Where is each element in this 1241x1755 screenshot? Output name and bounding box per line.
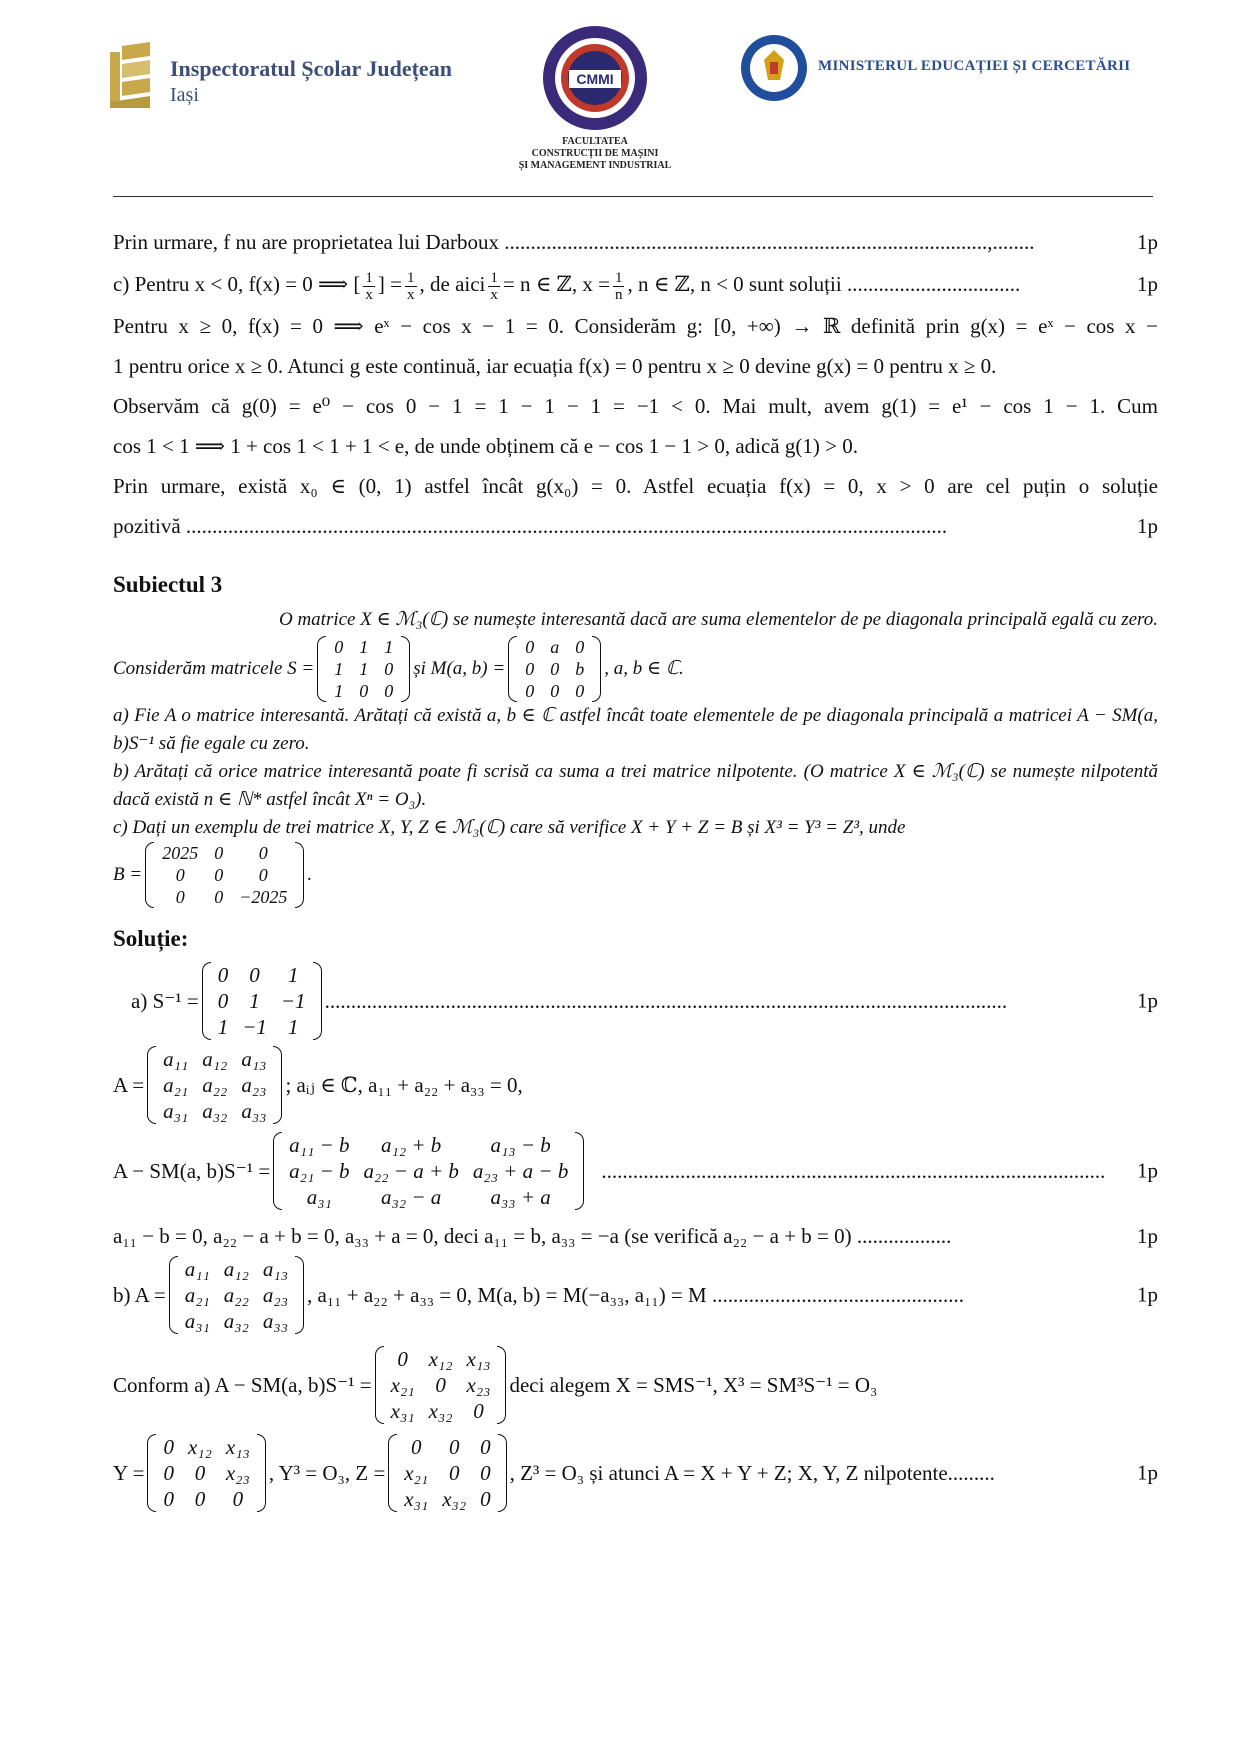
dots: ................................................................................................ bbox=[601, 1158, 1106, 1183]
matrix-grid bbox=[156, 1434, 256, 1512]
matrix-cell: 0 bbox=[175, 865, 185, 885]
matrix-cell: 0 bbox=[448, 1461, 460, 1485]
b-text: , a₁₁ + a₂₂ + a₃₃ = 0, M(a, b) = M(−a₃₃, a₁₁) = M ................................................ bbox=[307, 1282, 964, 1307]
matrix-cell: a₁₁ − b bbox=[289, 1133, 350, 1157]
difference-label: A − SM(a, b)S⁻¹ = bbox=[113, 1158, 271, 1183]
matrix-cell: a₁₂ + b bbox=[381, 1133, 442, 1157]
matrix-cell: −2025 bbox=[239, 887, 288, 907]
matrix-cell: 0 bbox=[217, 963, 229, 987]
a-label: A = bbox=[113, 1072, 145, 1097]
matrix-cell: a₃₂ bbox=[202, 1099, 228, 1123]
matrix-cell: a₁₂ bbox=[202, 1047, 228, 1071]
matrix-left-bracket bbox=[147, 1434, 156, 1512]
matrix-cell: a₃₁ bbox=[163, 1099, 189, 1123]
matrix-cell: 1 bbox=[217, 1015, 229, 1039]
matrix-cell: x₂₃ bbox=[466, 1373, 491, 1397]
matrix-cell: 0 bbox=[334, 637, 344, 657]
matrix-cell: 0 bbox=[448, 1435, 460, 1459]
y-label: Y = bbox=[113, 1460, 145, 1485]
matrix-left-bracket bbox=[508, 636, 517, 702]
matrix-cell: a₃₃ + a bbox=[490, 1185, 551, 1209]
fraction-numerator: 1 bbox=[407, 269, 415, 286]
matrix-cell: a₂₁ bbox=[163, 1073, 189, 1097]
conform-label: Conform a) A − SM(a, b)S⁻¹ = bbox=[113, 1372, 372, 1397]
page-header bbox=[0, 0, 1241, 200]
matrix-cell: a₃₃ bbox=[241, 1099, 267, 1123]
matrix-cell: 0 bbox=[435, 1373, 446, 1397]
matrix-cell: 1 bbox=[287, 963, 299, 987]
matrix-cell: 0 bbox=[575, 637, 585, 657]
header-divider bbox=[113, 196, 1153, 197]
matrix-cell: 1 bbox=[334, 659, 344, 679]
matrix-cell: a₁₃ − b bbox=[490, 1133, 551, 1157]
matrix-cell: x₂₁ bbox=[390, 1373, 415, 1397]
matrix-cell: 1 bbox=[359, 659, 369, 679]
matrix-s bbox=[317, 636, 410, 702]
matrix-m bbox=[508, 636, 601, 702]
fraction-numerator: 1 bbox=[365, 269, 373, 286]
fraction bbox=[613, 270, 625, 303]
text-line: Pentru x ≥ 0, f(x) = 0 ⟹ eˣ − cos x − 1 = 0. Considerăm g: [0, +∞) → ℝ definită prin g(x) = eˣ − cos x − bbox=[113, 314, 1158, 338]
points-label: 1p bbox=[1137, 1282, 1158, 1307]
fraction-denominator: x bbox=[490, 286, 498, 303]
text-line bbox=[113, 262, 1158, 306]
text-line: Observăm că g(0) = e⁰ − cos 0 − 1 = 1 − 1 − 1 = −1 < 0. Mai mult, avem g(1) = e¹ − cos 1 − 1. Cum bbox=[113, 394, 1158, 418]
matrix-cell: 1 bbox=[249, 989, 260, 1013]
matrix-grid bbox=[282, 1132, 575, 1210]
isj-title bbox=[170, 56, 452, 108]
matrix-left-bracket bbox=[317, 636, 326, 702]
matrix-cell: a₂₂ bbox=[202, 1073, 228, 1097]
matrix-cell: x₃₁ bbox=[404, 1487, 429, 1511]
matrix-right-bracket bbox=[497, 1346, 506, 1424]
matrix-cell: a₃₁ bbox=[306, 1185, 332, 1209]
matrix-cell: 0 bbox=[194, 1487, 206, 1511]
matrix-cell: a₂₂ − a + b bbox=[363, 1159, 459, 1183]
matrix-cell: a₂₃ + a − b bbox=[472, 1159, 569, 1183]
matrix-a-b bbox=[169, 1256, 304, 1334]
consider-line bbox=[113, 636, 1158, 702]
matrix-cell: a₂₁ bbox=[184, 1283, 210, 1307]
matrix-cell: 0 bbox=[232, 1487, 244, 1511]
matrix-cell: 0 bbox=[214, 865, 224, 885]
matrix-cell: a₂₁ − b bbox=[289, 1159, 350, 1183]
matrix-cell: a₃₂ − a bbox=[381, 1185, 442, 1209]
matrix-right-bracket bbox=[498, 1434, 507, 1512]
b-line bbox=[113, 1256, 1158, 1334]
fraction-numerator: 1 bbox=[490, 269, 498, 286]
matrix-x bbox=[375, 1346, 507, 1424]
matrix-cell: a₂₃ bbox=[262, 1283, 289, 1307]
matrix-cell: x₃₂ bbox=[428, 1399, 453, 1423]
fraction-numerator: 1 bbox=[614, 269, 623, 286]
text-line bbox=[113, 506, 1158, 546]
text-line: 1 pentru orice x ≥ 0. Atunci g este continuă, iar ecuația f(x) = 0 pentru x ≥ 0 devine g(x) = 0 pentru x ≥ 0. bbox=[113, 354, 997, 378]
c-text-c: , de aici bbox=[419, 272, 486, 296]
c-text-d: = n ∈ ℤ, x = bbox=[502, 272, 610, 296]
matrix-cell: 1 bbox=[384, 637, 394, 657]
matrix-cell: x₁₂ bbox=[428, 1347, 453, 1371]
matrix-difference bbox=[273, 1132, 584, 1210]
matrix-grid bbox=[326, 636, 401, 702]
matrix-right-bracket bbox=[273, 1046, 282, 1124]
points-label: 1p bbox=[1135, 262, 1158, 306]
fraction bbox=[363, 270, 375, 303]
a-condition: ; aᵢⱼ ∈ ℂ, a₁₁ + a₂₂ + a₃₃ = 0, bbox=[285, 1072, 523, 1097]
matrix-cell: b bbox=[575, 659, 585, 679]
matrix-cell: a₁₁ bbox=[184, 1257, 210, 1281]
matrix-right-bracket bbox=[575, 1132, 584, 1210]
matrix-left-bracket bbox=[169, 1256, 178, 1334]
matrix-left-bracket bbox=[375, 1346, 384, 1424]
matrix-right-bracket bbox=[257, 1434, 266, 1512]
matrix-grid bbox=[397, 1434, 497, 1512]
isj-title-text: Inspectoratul Școlar Județean bbox=[170, 56, 452, 81]
matrix-cell: 0 bbox=[214, 887, 224, 907]
matrix-left-bracket bbox=[388, 1434, 397, 1512]
points-label: 1p bbox=[1135, 1216, 1158, 1256]
faculty-line-1: FACULTATEA bbox=[562, 136, 628, 147]
positive-solution-line: pozitivă ................................................................................................................................................. bbox=[113, 514, 948, 538]
matrix-cell: 0 bbox=[163, 1461, 174, 1485]
matrix-cell: 0 bbox=[525, 659, 535, 679]
matrix-cell: 0 bbox=[258, 843, 268, 863]
matrix-cell: x₃₂ bbox=[442, 1487, 467, 1511]
matrix-right-bracket bbox=[313, 962, 322, 1040]
s-inverse-line bbox=[113, 962, 1158, 1040]
matrix-cell: 0 bbox=[480, 1461, 491, 1485]
matrix-cell: 0 bbox=[480, 1487, 491, 1511]
points-label: 1p bbox=[1137, 1460, 1158, 1485]
fraction-denominator: x bbox=[407, 286, 415, 303]
matrix-z bbox=[388, 1434, 506, 1512]
matrix-cell: 0 bbox=[411, 1435, 422, 1459]
conform-line bbox=[113, 1346, 1158, 1424]
matrix-a bbox=[147, 1046, 282, 1124]
matrix-grid bbox=[178, 1256, 295, 1334]
isj-city-text: Iași bbox=[170, 84, 199, 106]
matrix-cell: a bbox=[550, 637, 560, 657]
matrix-cell: a₃₂ bbox=[223, 1309, 249, 1333]
points-label: 1p bbox=[1135, 222, 1158, 262]
points-label: 1p bbox=[1137, 1158, 1158, 1183]
matrix-cell: x₁₂ bbox=[187, 1435, 212, 1459]
ministry-logo-icon bbox=[740, 34, 808, 102]
matrix-cell: 0 bbox=[217, 989, 229, 1013]
subject-title: Subiectul 3 bbox=[113, 572, 223, 597]
fraction bbox=[488, 270, 500, 303]
matrix-cell: 0 bbox=[175, 887, 185, 907]
b-label: b) A = bbox=[113, 1282, 166, 1307]
matrix-cell: a₃₁ bbox=[184, 1309, 210, 1333]
conform-text: deci alegem X = SMS⁻¹, X³ = SM³S⁻¹ = O₃ bbox=[509, 1372, 878, 1397]
c-text-e: , n ∈ ℤ, n < 0 sunt soluții ................................. bbox=[627, 272, 1021, 296]
c-text-b: ] = bbox=[377, 272, 402, 296]
matrix-cell: a₂₂ bbox=[223, 1283, 249, 1307]
matrix-b-end: . bbox=[307, 864, 313, 885]
subject-intro: O matrice X ∈ ℳ₃(ℂ) se numește interesantă dacă are suma elementelor de pe diagonala principală egală cu zero. bbox=[278, 609, 1158, 630]
matrix-cell: 0 bbox=[194, 1461, 206, 1485]
matrix-grid bbox=[517, 636, 592, 702]
matrix-cell: 0 bbox=[525, 681, 535, 701]
matrix-grid bbox=[211, 962, 313, 1040]
matrix-cell: −1 bbox=[280, 989, 306, 1013]
solution-title: Soluție: bbox=[113, 926, 189, 951]
matrix-cell: a₁₃ bbox=[241, 1047, 267, 1071]
matrix-left-bracket bbox=[145, 842, 154, 908]
matrix-cell: 0 bbox=[575, 681, 585, 701]
question-c: c) Dați un exemplu de trei matrice X, Y, Z ∈ ℳ₃(ℂ) care să verifice X + Y + Z = B și X³ = Y³ = Z³, unde bbox=[113, 817, 906, 838]
condition-text: a₁₁ − b = 0, a₂₂ − a + b = 0, a₃₃ + a = 0, deci a₁₁ = b, a₃₃ = −a (se verifică a₂₂ − a + b = 0) .................. bbox=[113, 1224, 952, 1248]
matrix-cell: 0 bbox=[163, 1487, 174, 1511]
difference-line bbox=[113, 1132, 1158, 1210]
matrix-y bbox=[147, 1434, 265, 1512]
consider-text-b: și M(a, b) = bbox=[413, 658, 506, 679]
matrix-cell: 0 bbox=[249, 963, 260, 987]
matrix-grid bbox=[384, 1346, 498, 1424]
matrix-cell: 0 bbox=[480, 1435, 491, 1459]
darboux-line: Prin urmare, f nu are proprietatea lui Darboux ............................................................................................,........ bbox=[113, 230, 1035, 254]
text-line bbox=[113, 222, 1158, 262]
matrix-cell: 0 bbox=[550, 681, 560, 701]
faculty-name bbox=[470, 136, 720, 172]
matrix-grid bbox=[156, 1046, 273, 1124]
matrix-cell: −1 bbox=[242, 1015, 267, 1039]
faculty-line-3: ȘI MANAGEMENT INDUSTRIAL bbox=[518, 160, 672, 171]
c-text-a: c) Pentru x < 0, f(x) = 0 ⟹ [ bbox=[113, 272, 361, 296]
points-label: 1p bbox=[1135, 506, 1158, 546]
matrix-b-label: B = bbox=[113, 864, 143, 885]
question-a: a) Fie A o matrice interesantă. Arătați că există a, b ∈ ℂ astfel încât toate elementele de pe diagonala principală a matricei A − SM(a, b)S⁻¹ să fie egale cu zero. bbox=[113, 705, 1158, 754]
text-line: cos 1 < 1 ⟹ 1 + cos 1 < 1 + 1 < e, de unde obținem că e − cos 1 − 1 > 0, adică g(1) > 0. bbox=[113, 434, 858, 458]
matrix-cell: 1 bbox=[359, 637, 369, 657]
matrix-left-bracket bbox=[147, 1046, 156, 1124]
z-label: , Y³ = O₃, Z = bbox=[268, 1460, 386, 1485]
matrix-cell: 0 bbox=[359, 681, 369, 701]
matrix-right-bracket bbox=[295, 842, 304, 908]
page-content bbox=[113, 222, 1158, 1512]
cmmi-logo-icon bbox=[541, 24, 649, 132]
matrix-cell: a₁₁ bbox=[163, 1047, 189, 1071]
matrix-cell: x₃₁ bbox=[390, 1399, 415, 1423]
matrix-cell: x₂₁ bbox=[404, 1461, 429, 1485]
matrix-cell: x₁₃ bbox=[225, 1435, 250, 1459]
matrix-b-line bbox=[113, 842, 1158, 908]
matrix-cell: 1 bbox=[334, 681, 344, 701]
matrix-left-bracket bbox=[273, 1132, 282, 1210]
faculty-line-2: CONSTRUCȚII DE MAȘINI bbox=[531, 148, 659, 159]
matrix-cell: 0 bbox=[214, 843, 224, 863]
matrix-cell: x₂₃ bbox=[225, 1461, 250, 1485]
cmmi-label: CMMI bbox=[576, 71, 614, 87]
matrix-cell: 0 bbox=[397, 1347, 408, 1371]
matrix-cell: 0 bbox=[384, 681, 394, 701]
fraction-denominator: x bbox=[365, 286, 373, 303]
consider-text-a: Considerăm matricele S = bbox=[113, 658, 315, 679]
matrix-right-bracket bbox=[295, 1256, 304, 1334]
matrix-s-inverse bbox=[202, 962, 322, 1040]
matrix-cell: a₁₂ bbox=[223, 1257, 249, 1281]
matrix-cell: 2025 bbox=[162, 843, 199, 863]
matrix-cell: 0 bbox=[258, 865, 268, 885]
matrix-cell: a₂₃ bbox=[241, 1073, 267, 1097]
matrix-cell: 0 bbox=[525, 637, 535, 657]
matrix-cell: 0 bbox=[163, 1435, 174, 1459]
matrix-cell: 0 bbox=[550, 659, 560, 679]
matrix-cell: 1 bbox=[287, 1015, 299, 1039]
matrix-b bbox=[145, 842, 304, 908]
points-label: 1p bbox=[1137, 988, 1158, 1013]
a-matrix-line bbox=[113, 1046, 1158, 1124]
matrix-left-bracket bbox=[202, 962, 211, 1040]
fraction bbox=[405, 270, 417, 303]
matrix-cell: x₁₃ bbox=[466, 1347, 491, 1371]
matrix-cell: a₁₃ bbox=[262, 1257, 289, 1281]
consider-text-c: , a, b ∈ ℂ. bbox=[604, 658, 684, 679]
ministry-name: MINISTERUL EDUCAȚIEI ȘI CERCETĂRII bbox=[818, 58, 1131, 74]
matrix-grid bbox=[154, 842, 295, 908]
matrix-cell: a₃₃ bbox=[262, 1309, 289, 1333]
final-text: , Z³ = O₃ și atunci A = X + Y + Z; X, Y, Z nilpotente......... bbox=[509, 1460, 995, 1485]
condition-line bbox=[113, 1216, 1158, 1256]
question-b: b) Arătați că orice matrice interesantă poate fi scrisă ca suma a trei matrice nilpotente. (O matrice X ∈ ℳ₃(ℂ) se numește nilpotentă dacă există n ∈ ℕ* astfel încât Xⁿ = O₃). bbox=[113, 761, 1158, 810]
s-inverse-label: a) S⁻¹ = bbox=[131, 988, 199, 1013]
fraction-denominator: n bbox=[614, 286, 623, 303]
dots: .................................................................................................................................. bbox=[324, 988, 1008, 1013]
matrix-right-bracket bbox=[592, 636, 601, 702]
yz-line bbox=[113, 1434, 1158, 1512]
matrix-cell: 0 bbox=[473, 1399, 484, 1423]
isj-logo-icon bbox=[110, 42, 154, 108]
text-line: Prin urmare, există x₀ ∈ (0, 1) astfel încât g(x₀) = 0. Astfel ecuația f(x) = 0, x > 0 are cel puțin o soluție bbox=[113, 474, 1158, 498]
matrix-cell: 0 bbox=[384, 659, 394, 679]
matrix-right-bracket bbox=[401, 636, 410, 702]
